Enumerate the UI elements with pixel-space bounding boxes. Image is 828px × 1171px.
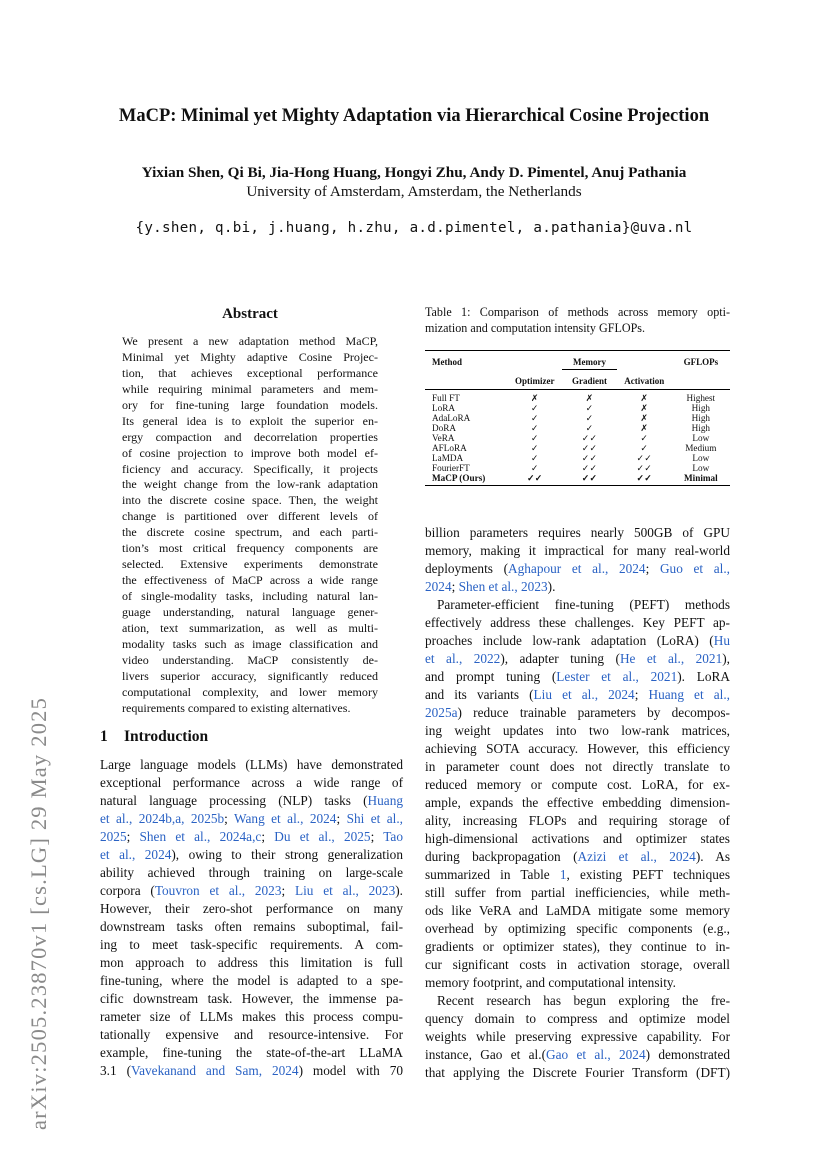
- cell-method: AFLoRA: [432, 443, 467, 453]
- text-run: summarized in Table: [425, 867, 560, 883]
- text-line: [425, 992, 730, 1010]
- text-run: memory, making it impractical for many real-world: [425, 543, 730, 559]
- cell-optimizer: ✓: [530, 463, 539, 473]
- text-line: [100, 774, 403, 792]
- cell-activation: ✓: [640, 443, 649, 453]
- cell-optimizer: ✓: [530, 403, 539, 413]
- text-line: [100, 900, 403, 918]
- text-line: [425, 686, 730, 704]
- text-run: tationally expensive and resource-intensive. For: [100, 1027, 403, 1043]
- citation-link[interactable]: Wang et al., 2024: [234, 811, 337, 827]
- text-line: [425, 956, 730, 974]
- cell-gradient: ✓: [585, 423, 594, 433]
- citation-link[interactable]: 2025a: [425, 705, 458, 721]
- text-run: natural language processing (NLP) tasks (: [100, 793, 368, 809]
- text-line: [425, 1064, 730, 1082]
- abstract-body: [122, 334, 378, 717]
- text-run: cur significant costs in activation storage, overall: [425, 957, 730, 973]
- text-line: [425, 560, 730, 578]
- text-line: [425, 704, 730, 722]
- text-line: [100, 1044, 403, 1062]
- text-run: mon approach to address this limitation is full: [100, 955, 403, 971]
- abstract-line: the effectiveness of MaCP across a wide range: [122, 573, 378, 588]
- text-line: [425, 884, 730, 902]
- caption-line: mization and computation intensity GFLOPs.: [425, 320, 646, 335]
- text-run: ) demonstrated: [645, 1047, 730, 1063]
- text-line: [100, 828, 403, 846]
- text-run: ing weight updates into two low-rank matrices,: [425, 723, 730, 739]
- cell-gflops: High: [691, 403, 711, 413]
- cell-method: LaMDA: [432, 453, 464, 463]
- paragraph: [425, 992, 730, 1082]
- cell-method: VeRA: [432, 433, 455, 443]
- citation-link[interactable]: et al., 2024: [100, 847, 172, 863]
- text-run: ods like VeRA and LaMDA mitigate some memory: [425, 903, 730, 919]
- text-line: [100, 810, 403, 828]
- table-row: [425, 453, 730, 463]
- abstract-line: video understanding. MaCP consistently de-: [122, 652, 378, 667]
- text-run: ).: [395, 883, 403, 899]
- paragraph: [425, 596, 730, 992]
- text-run: rameter size of LLMs makes this process compu-: [100, 1009, 403, 1025]
- arxiv-sidebar-stamp: arXiv:2505.23870v1 [cs.LG] 29 May 2025: [26, 696, 51, 1130]
- cell-activation: ✓✓: [617, 473, 672, 486]
- cell-optimizer: ✓: [530, 423, 539, 433]
- text-run: during backpropagation (: [425, 849, 578, 865]
- citation-link[interactable]: 2024: [425, 579, 452, 595]
- text-line: [425, 920, 730, 938]
- text-run: Large language models (LLMs) have demonstrated: [100, 757, 403, 772]
- text-line: [100, 990, 403, 1008]
- abstract-line: ficiency and accuracy. Specifically, it projects: [122, 461, 378, 476]
- text-line: [100, 1026, 403, 1044]
- col-header-gflops: GFLOPs: [672, 351, 730, 370]
- citation-link[interactable]: Liu et al., 2023: [294, 883, 396, 899]
- col-header-method: Method: [425, 351, 507, 370]
- author-emails: {y.shen, q.bi, j.huang, h.zhu, a.d.pimentel, a.pathania}@uva.nl: [135, 220, 693, 236]
- citation-link[interactable]: Huang et al.,: [648, 687, 730, 703]
- text-run: downstream tasks often remains suboptimal, fail-: [100, 919, 403, 935]
- cell-optimizer: ✗: [507, 390, 562, 404]
- cell-method: DoRA: [432, 423, 456, 433]
- abstract-line: Its general idea is to exploit the superior en-: [122, 413, 378, 428]
- cell-activation: ✓: [640, 433, 649, 443]
- text-run: exceptional performance across a wide range of: [100, 775, 403, 791]
- cell-activation: ✗: [617, 390, 672, 404]
- text-run: memory footprint, and computational intensity.: [425, 975, 676, 991]
- table-row: [425, 413, 730, 423]
- cell-method: FourierFT: [432, 463, 470, 473]
- text-line: [425, 974, 730, 992]
- text-line: [425, 776, 730, 794]
- text-run: achieving SOTA accuracy. However, this efficiency: [425, 741, 730, 757]
- text-run: corpora (: [100, 883, 155, 899]
- text-line: [100, 864, 403, 882]
- citation-link[interactable]: Hu: [713, 633, 730, 649]
- cell-gflops: Minimal: [672, 473, 730, 486]
- citation-link[interactable]: Du et al., 2025: [274, 829, 371, 845]
- text-line: [425, 902, 730, 920]
- col-header-activation: Activation: [624, 375, 665, 386]
- text-run: reduced memory or compute cost. LoRA, for ex-: [425, 777, 730, 793]
- text-run: overhead by optimizing specific components (e.g.,: [425, 921, 730, 937]
- text-run: quency domain to compress and optimize model: [425, 1011, 730, 1027]
- text-line: [425, 542, 730, 560]
- text-line: [425, 830, 730, 848]
- text-line: [425, 524, 730, 542]
- citation-link[interactable]: Guo et al.,: [659, 561, 730, 577]
- cell-gradient: ✓✓: [562, 473, 617, 486]
- text-run: ),: [722, 651, 730, 667]
- cell-method: Full FT: [425, 390, 507, 404]
- citation-link[interactable]: Lester et al., 2021: [556, 669, 678, 685]
- text-line: [100, 936, 403, 954]
- citation-link[interactable]: Aghapour et al., 2024: [508, 561, 646, 577]
- cell-method: MaCP (Ours): [425, 473, 507, 486]
- text-run: ;: [281, 883, 295, 899]
- abstract-line: of cosine projection to improve both model ef-: [122, 445, 378, 460]
- text-line: [100, 918, 403, 936]
- table-row: [425, 443, 730, 453]
- cell-method: LoRA: [432, 403, 455, 413]
- cell-activation: ✗: [640, 403, 649, 413]
- cell-optimizer: ✓: [530, 443, 539, 453]
- citation-link[interactable]: Huang: [367, 793, 403, 809]
- text-line: [425, 614, 730, 632]
- paragraph: [425, 524, 730, 596]
- text-line: [425, 596, 730, 614]
- text-run: ) reduce trainable parameters by decompos-: [457, 705, 730, 721]
- text-run: ), owing to their strong generalization: [171, 847, 403, 863]
- cell-gradient: ✓✓: [581, 443, 598, 453]
- text-run: and its variants (: [425, 687, 534, 703]
- citation-link[interactable]: Shi et al.,: [346, 811, 404, 827]
- cell-optimizer: ✓: [530, 413, 539, 423]
- text-run: Recent research has begun exploring the fre-: [437, 993, 730, 1009]
- text-run: ). LoRA: [677, 669, 730, 685]
- text-line: [425, 848, 730, 866]
- abstract-line: of single-modality tasks, including natural lan-: [122, 589, 378, 603]
- abstract-line: into the discrete cosine space. Then, the weight: [122, 493, 378, 508]
- citation-link[interactable]: 2025: [100, 829, 127, 845]
- cell-gradient: ✓✓: [581, 433, 598, 443]
- table-row: [425, 403, 730, 413]
- text-run: ;: [645, 561, 660, 577]
- citation-link[interactable]: Gao et al., 2024: [546, 1047, 646, 1063]
- cell-gflops: Low: [692, 453, 710, 463]
- text-line: [425, 668, 730, 686]
- text-run: ).: [547, 579, 556, 595]
- cell-activation: ✗: [640, 413, 649, 423]
- caption-line: Table 1: Comparison of methods across memory opti-: [425, 305, 730, 319]
- abstract-line: modality tasks such as image classification and: [122, 636, 378, 651]
- abstract-line: Minimal yet Mighty adaptive Cosine Projec-: [122, 349, 378, 364]
- text-run: high-dimensional activations and optimizer states: [425, 831, 730, 847]
- text-run: effectively address these challenges. Key PEFT ap-: [425, 615, 730, 631]
- text-run: fine-tuning, where the model is adapted to a spe-: [100, 973, 403, 989]
- abstract-line: livers superior accuracy, significantly reduced: [122, 668, 378, 683]
- abstract-line: ation, text summarization, as well as multi-: [122, 620, 378, 635]
- abstract-line: guage understanding, natural language gener-: [122, 604, 378, 619]
- citation-link[interactable]: et al., 2024b,a, 2025b: [100, 811, 225, 827]
- comparison-table: [425, 350, 730, 486]
- text-run: proaches include low-rank adaptation (LoRA) (: [425, 633, 714, 649]
- abstract-line: selected. Extensive experiments demonstrate: [122, 557, 378, 572]
- text-run: ;: [370, 829, 384, 845]
- table-row: [425, 463, 730, 473]
- section-heading-introduction: [100, 728, 208, 746]
- cell-gflops: High: [691, 423, 711, 433]
- abstract-line: ory for fine-tuning large foundation models.: [122, 397, 378, 412]
- text-line: [425, 812, 730, 830]
- text-line: [425, 794, 730, 812]
- text-run: and prompt tuning (: [425, 669, 557, 685]
- text-line: [425, 740, 730, 758]
- text-run: ample, expands the effective embedding dimension-: [425, 795, 730, 811]
- table-caption: [425, 305, 730, 336]
- text-line: [425, 650, 730, 668]
- abstract-line: ergy compaction and decorrelation properties: [122, 429, 378, 444]
- text-run: ;: [261, 829, 275, 845]
- cell-optimizer: ✓✓: [507, 473, 562, 486]
- text-run: cific downstream task. However, the immense pa-: [100, 991, 403, 1007]
- cell-gradient: ✓: [585, 403, 594, 413]
- text-run: ) model with 70: [298, 1063, 403, 1079]
- right-column-body: [425, 524, 730, 1082]
- text-line: [425, 866, 730, 884]
- text-run: However, their zero-shot performance on many: [100, 901, 403, 917]
- text-line: [100, 972, 403, 990]
- cell-optimizer: ✓: [530, 433, 539, 443]
- text-line: [425, 938, 730, 956]
- cell-gradient: ✗: [562, 390, 617, 404]
- col-header-optimizer: Optimizer: [515, 375, 555, 386]
- col-header-gradient: Gradient: [571, 376, 607, 386]
- paper-title: MaCP: Minimal yet Mighty Adaptation via Hierarchical Cosine Projection: [118, 106, 710, 126]
- abstract-line: We present a new adaptation method MaCP,: [122, 334, 378, 348]
- table-row: [425, 423, 730, 433]
- text-run: ;: [336, 811, 347, 827]
- text-run: ;: [126, 829, 140, 845]
- cell-gflops: Low: [692, 463, 710, 473]
- text-line: [425, 1010, 730, 1028]
- text-run: weights while preserving expressive capability. For: [425, 1029, 730, 1045]
- text-run: ;: [224, 811, 235, 827]
- cell-method: AdaLoRA: [432, 413, 471, 423]
- citation-link[interactable]: Vavekanand and Sam, 2024: [131, 1063, 299, 1079]
- text-run: instance, Gao et al.(: [425, 1047, 546, 1063]
- abstract-line: change is partitioned over different levels of: [122, 509, 378, 524]
- text-run: ), adapter tuning (: [500, 651, 620, 667]
- section-number: 1: [100, 728, 108, 745]
- cell-gflops: Medium: [685, 443, 717, 453]
- cell-gflops: Low: [692, 433, 710, 443]
- abstract-line: the discrete cosine spectrum, and each parti-: [122, 525, 378, 540]
- cell-gflops: High: [691, 413, 711, 423]
- text-line: [425, 1046, 730, 1064]
- cell-gradient: ✓: [585, 413, 594, 423]
- text-line: [100, 756, 403, 774]
- citation-link[interactable]: Liu et al., 2024: [533, 687, 635, 703]
- text-line: [425, 578, 730, 596]
- abstract-line: tion, that achieves exceptional performance: [122, 365, 378, 380]
- text-run: example, fine-tuning the state-of-the-art LLaMA: [100, 1045, 403, 1061]
- introduction-body: [100, 756, 403, 1080]
- citation-link[interactable]: Touvron et al., 2023: [154, 883, 282, 899]
- citation-link[interactable]: Shen et al., 2024a,c: [139, 829, 262, 845]
- text-run: ;: [634, 687, 649, 703]
- text-run: ability achieved through training on large-scale: [100, 865, 403, 881]
- abstract-line: tion’s most critical frequency components are: [122, 541, 378, 556]
- text-line: [425, 632, 730, 650]
- citation-link[interactable]: 1: [559, 867, 567, 883]
- text-run: 3.1 (: [100, 1063, 131, 1079]
- cell-gflops: Highest: [672, 390, 730, 404]
- text-run: that applying the Discrete Fourier Transform (DFT): [425, 1065, 730, 1081]
- text-line: [425, 758, 730, 776]
- col-header-memory: Memory: [562, 351, 617, 370]
- table-row: [425, 390, 730, 404]
- text-line: [100, 792, 403, 810]
- text-run: still suffer from partial inefficiencies, while meth-: [425, 885, 730, 901]
- text-run: Parameter-efficient fine-tuning (PEFT) methods: [437, 597, 730, 613]
- citation-link[interactable]: Tao: [383, 829, 403, 845]
- text-line: [425, 1028, 730, 1046]
- cell-activation: ✓✓: [636, 463, 652, 473]
- section-title: Introduction: [124, 728, 209, 745]
- citation-link[interactable]: Shen et al., 2023: [458, 579, 548, 595]
- table-row: [425, 473, 730, 486]
- author-list: Yixian Shen, Qi Bi, Jia-Hong Huang, Hongyi Zhu, Andy D. Pimentel, Anuj Pathania: [141, 164, 687, 181]
- text-run: ). As: [695, 849, 731, 865]
- abstract-line: the weight change from the low-rank adaptation: [122, 477, 378, 492]
- text-run: , existing PEFT techniques: [566, 867, 730, 883]
- citation-link[interactable]: He et al., 2021: [619, 651, 723, 667]
- cell-gradient: ✓✓: [581, 463, 598, 473]
- cell-optimizer: ✓: [530, 453, 539, 463]
- text-run: billion parameters requires nearly 500GB of GPU: [425, 525, 730, 540]
- abstract-line: computational complexity, and lower memory: [122, 684, 378, 699]
- text-line: [100, 846, 403, 864]
- text-run: gradients or optimizer states), they continue to in-: [425, 939, 730, 955]
- cell-activation: ✗: [640, 423, 649, 433]
- citation-link[interactable]: et al., 2022: [425, 651, 501, 667]
- abstract-line: requirements compared to existing alternatives.: [122, 700, 351, 715]
- text-run: ing to meet task-specific requirements. A com-: [100, 937, 403, 953]
- text-line: [100, 882, 403, 900]
- text-run: ;: [451, 579, 459, 595]
- affiliation: University of Amsterdam, Amsterdam, the Netherlands: [246, 183, 582, 200]
- text-line: [100, 1008, 403, 1026]
- table-row: [425, 433, 730, 443]
- text-run: in parameter count does not directly translate to: [425, 759, 730, 775]
- text-line: [100, 1062, 403, 1080]
- abstract-line: while requiring minimal parameters and mem-: [122, 381, 378, 396]
- cell-gradient: ✓✓: [581, 453, 598, 463]
- text-run: deployments (: [425, 561, 509, 577]
- text-run: ality, increasing FLOPs and requiring storage of: [425, 813, 730, 829]
- text-line: [425, 722, 730, 740]
- abstract-heading: Abstract: [222, 306, 278, 322]
- cell-activation: ✓✓: [636, 453, 652, 463]
- text-line: [100, 954, 403, 972]
- citation-link[interactable]: Azizi et al., 2024: [577, 849, 696, 865]
